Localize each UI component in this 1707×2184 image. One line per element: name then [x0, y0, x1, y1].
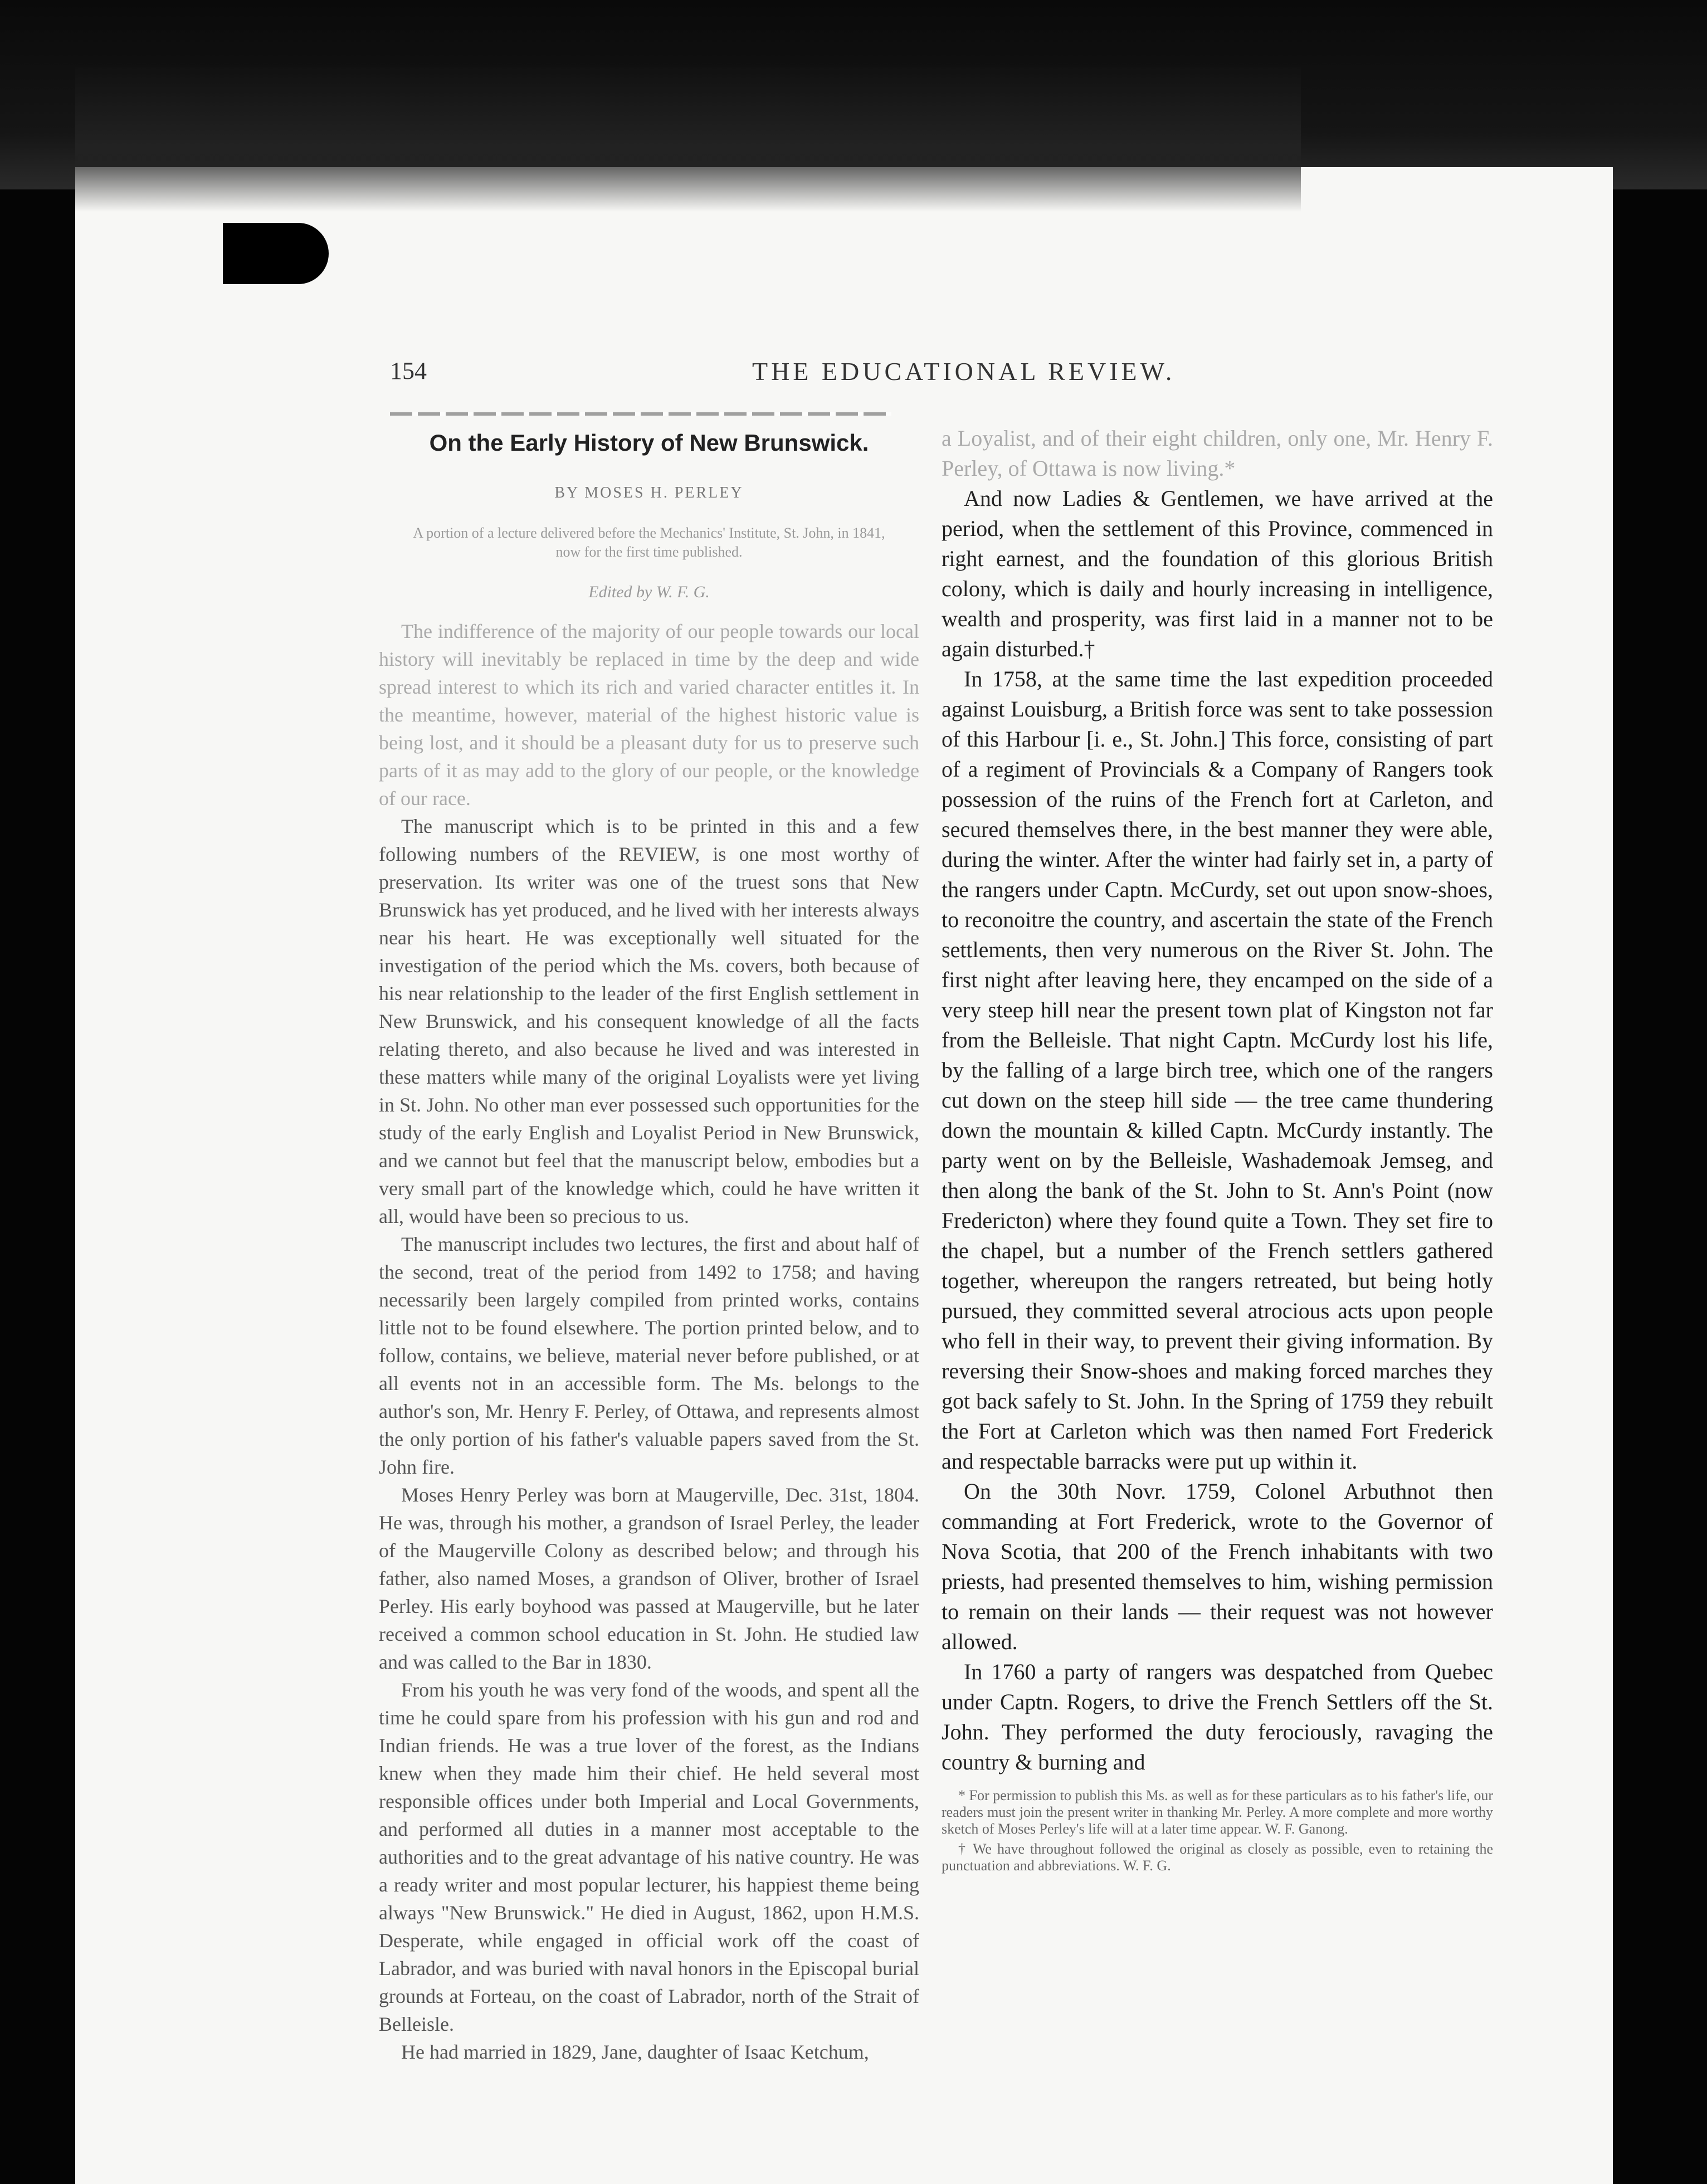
paragraph: And now Ladies & Gentlemen, we have arrived at the period, when the settlement of this Province, commenced in right earnest, and the foundation of this glorious British colony, which is daily and hourly increasing in intelligence, wealth and prosperity, was first laid in a manner not to be again disturbed.†: [942, 486, 1493, 661]
paragraph: On the 30th Novr. 1759, Colonel Arbuthnot then commanding at Fort Frederick, wrote to the Governor of Nova Scotia, that 200 of the French inhabitants with two priests, had presented themselves to him, wishing permission to remain on their lands — their request was not however allowed.: [942, 1479, 1493, 1654]
editor-line: Edited by W. F. G.: [588, 583, 710, 601]
header-rule: [390, 412, 891, 416]
paragraph: From his youth he was very fond of the woods, and spent all the time he could spare from his profession with his gun and rod and Indian friends. He was a true lover of the forest, as the Indians knew when they made him their chief. He held several most responsible offices under both Imperial and Local Governments, and performed all duties in a manner most acceptable to the authorities and to the great advantage of his native country. He was a ready writer and most popular lecturer, his happiest theme being always "New Brunswick." He died in August, 1862, upon H.M.S. Desperate, while engaged in official work off the coast of Labrador, and was buried with naval honors in the Episcopal burial grounds at Forteau, on the coast of Labrador, north of the Strait of Belleisle.: [379, 1679, 919, 2035]
journal-title: THE EDUCATIONAL REVIEW.: [752, 357, 1176, 386]
right-column: [942, 423, 1493, 1878]
scan-left-margin: [0, 0, 75, 2184]
paragraph: The manuscript which is to be printed in this and a few following numbers of the REVIEW, is one most worthy of preservation. Its writer was one of the truest sons that New Brunswick has yet produced, and he lived with her interests always near his heart. He was exceptionally well situated for the investigation of the period which the Ms. covers, both because of his near relationship to the leader of the first English settlement in New Brunswick, and his consequent knowledge of all the facts relating thereto, and also because he lived and was interested in these matters while many of the original Loyalists were yet living in St. John. No other man ever possessed such opportunities for the study of the early English and Loyalist Period in New Brunswick, and we cannot but feel that the manuscript below, embodies but a very small part of the knowledge which, could he have written it all, would have been so precious to us.: [379, 815, 919, 1227]
footnote: * For permission to publish this Ms. as well as for these particulars as to his father's life, our readers must join the present writer in thanking Mr. Perley. A more complete and more worthy sketch of Moses Perley's life will at a later time appear. W. F. Ganong.: [942, 1787, 1493, 1837]
footnote: † We have throughout followed the original as closely as possible, even to retaining the punctuation and abbreviations. W. F. G.: [942, 1841, 1493, 1874]
intro-note: A portion of a lecture delivered before the Mechanics' Institute, St. John, in 1841, now for the first time published.: [413, 525, 885, 560]
binding-shadow: [75, 67, 1301, 212]
paragraph: Moses Henry Perley was born at Maugerville, Dec. 31st, 1804. He was, through his mother, a grandson of Israel Perley, the leader of the Maugerville Colony as described below; and through his father, also named Moses, a grandson of Oliver, brother of Israel Perley. His early boyhood was passed at Maugerville, but he later received a common school education in St. John. He studied law and was called to the Bar in 1830.: [379, 1484, 919, 1673]
footnotes: [942, 1787, 1493, 1874]
paragraph: a Loyalist, and of their eight children, only one, Mr. Henry F. Perley, of Ottawa is now living.*: [942, 426, 1493, 481]
article-title: On the Early History of New Brunswick.: [429, 430, 869, 456]
paragraph: He had married in 1829, Jane, daughter of Isaac Ketchum,: [401, 2041, 869, 2063]
left-column: [379, 429, 919, 2066]
byline: BY MOSES H. PERLEY: [554, 484, 744, 501]
running-head: [390, 357, 1226, 401]
punch-hole: [223, 223, 329, 284]
paragraph: In 1758, at the same time the last expedition proceeded against Louisburg, a British force was sent to take possession of this Harbour [i. e., St. John.] This force, consisting of part of a regiment of Provincials & a Company of Rangers took possession of the ruins of the French fort at Carleton, and secured themselves there, in the best manner they were able, during the winter. After the winter had fairly set in, a party of the rangers under Captn. McCurdy, set out upon snow-shoes, to reconoitre the country, and ascertain the state of the French settlements, then very numerous on the River St. John. The first night after leaving here, they encamped on the side of a very steep hill near the present town plat of Kingston not far from the Belleisle. That night Captn. McCurdy lost his life, by the falling of a large birch tree, which one of the rangers cut down on the steep hill side — the tree came thundering down the mountain & killed Captn. McCurdy instantly. The party went on by the Belleisle, Washademoak Jemseg, and then along the bank of the St. John to St. Ann's Point (now Fredericton) where they found quite a Town. They set fire to the chapel, but a number of the French settlers gathered together, whereupon the rangers retreated, but being hotly pursued, they committed several atrocious acts upon people who fell in their way, to prevent their giving information. By reversing their Snow-shoes and making forced marches they got back safely to St. John. In the Spring of 1759 they rebuilt the Fort at Carleton which was then named Fort Frederick and respectable barracks were put up within it.: [942, 666, 1493, 1474]
paragraph: The manuscript includes two lectures, the first and about half of the second, treat of the period from 1492 to 1758; and having necessarily been largely compiled from printed works, contains little not to be found elsewhere. The portion printed below, and to follow, contains, we believe, material never before published, or at all events not in an accessible form. The Ms. belongs to the author's son, Mr. Henry F. Perley, of Ottawa, and represents almost the only portion of his father's valuable papers saved from the St. John fire.: [379, 1233, 919, 1478]
paragraph: The indifference of the majority of our people towards our local history will inevitably be replaced in time by the deep and wide spread interest to which its rich and varied character entitles it. In the meantime, however, material of the highest historic value is being lost, and it should be a pleasant duty for us to preserve such parts of it as may add to the glory of our people, or the knowledge of our race.: [379, 620, 919, 810]
scan-right-margin: [1613, 0, 1707, 2184]
page-number: 154: [390, 357, 427, 384]
paragraph: In 1760 a party of rangers was despatched from Quebec under Captn. Rogers, to drive the French Settlers off the St. John. They performed the duty ferociously, ravaging the country & burning and: [942, 1659, 1493, 1774]
